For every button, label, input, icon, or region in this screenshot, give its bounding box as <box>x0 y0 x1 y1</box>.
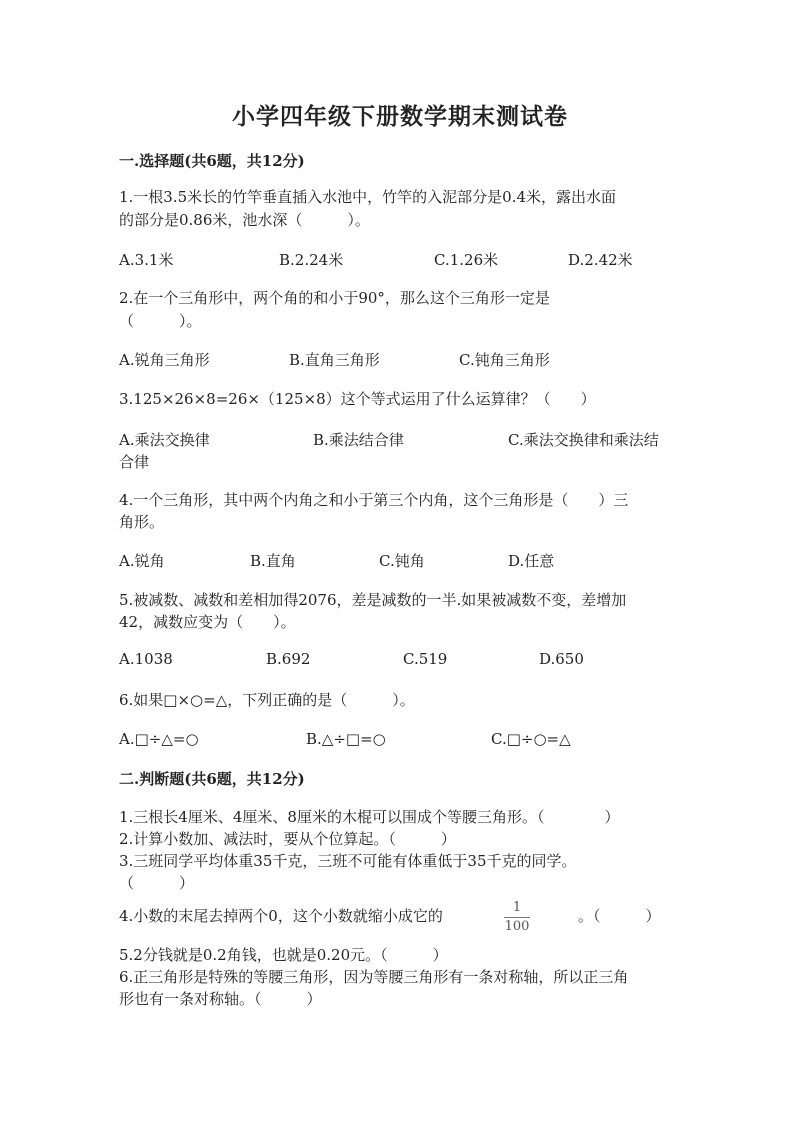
fraction-one-hundredth <box>500 900 534 935</box>
judgement-1: 1.三根长4厘米、4厘米、8厘米的木棍可以围成个等腰三角形。（ ） <box>119 808 620 826</box>
question-3-option-c-wrap: 合律 <box>119 453 150 471</box>
question-1-line-1: 1.一根3.5米长的竹竿垂直插入水池中，竹竿的入泥部分是0.4米，露出水面 <box>119 188 617 206</box>
question-1-option-b: B.2.24米 <box>279 251 344 269</box>
question-4-line-2: 角形。 <box>119 513 165 531</box>
question-4-option-c: C.钝角 <box>379 552 425 570</box>
question-3-line-1: 3.125×26×8=26×（125×8）这个等式运用了什么运算律？（ ） <box>119 390 596 408</box>
question-2-option-b: B.直角三角形 <box>289 351 380 369</box>
question-4-line-1: 4.一个三角形，其中两个内角之和小于第三个内角，这个三角形是（ ）三 <box>119 491 629 509</box>
fraction-numerator: 1 <box>512 900 522 915</box>
question-3-option-c: C.乘法交换律和乘法结 <box>508 431 659 449</box>
question-6-option-b: B.△÷□=○ <box>306 730 386 748</box>
judgement-3-line-2: （ ） <box>119 874 195 892</box>
judgement-4-blank: 。（ ） <box>578 907 661 925</box>
question-2-option-a: A.锐角三角形 <box>119 351 210 369</box>
question-4-option-a: A.锐角 <box>119 552 165 570</box>
section-heading-choice: 一.选择题(共6题，共12分) <box>119 152 305 170</box>
question-1-option-c: C.1.26米 <box>434 251 499 269</box>
judgement-4-text: 4.小数的末尾去掉两个0，这个小数就缩小成它的 <box>119 907 443 925</box>
question-2-line-1: 2.在一个三角形中，两个角的和小于90°，那么这个三角形一定是 <box>119 289 550 307</box>
question-4-option-d: D.任意 <box>508 552 555 570</box>
section-heading-judgement: 二.判断题(共6题，共12分) <box>119 770 305 788</box>
judgement-3-line-1: 3.三班同学平均体重35千克，三班不可能有体重低于35千克的同学。 <box>119 852 577 870</box>
question-6-option-a: A.□÷△=○ <box>119 730 199 748</box>
question-2-line-2: （ ）。 <box>119 312 202 330</box>
question-6-line-1: 6.如果□×○=△，下列正确的是（ ）。 <box>119 691 415 709</box>
question-4-option-b: B.直角 <box>250 552 296 570</box>
question-1-option-d: D.2.42米 <box>568 251 633 269</box>
question-1-line-2: 的部分是0.86米，池水深（ ）。 <box>119 211 370 229</box>
question-5-option-a: A.1038 <box>119 650 173 668</box>
question-1-option-a: A.3.1米 <box>119 251 174 269</box>
page-title: 小学四年级下册数学期末测试卷 <box>232 103 568 130</box>
judgement-5: 5.2分钱就是0.2角钱，也就是0.20元。（ ） <box>119 946 448 964</box>
question-5-line-2: 42，减数应变为（ ）。 <box>119 613 296 631</box>
fraction-denominator: 100 <box>504 919 530 934</box>
judgement-6-line-1: 6.正三角形是特殊的等腰三角形，因为等腰三角形有一条对称轴，所以正三角 <box>119 968 629 986</box>
fraction-bar <box>504 917 530 918</box>
question-3-option-b: B.乘法结合律 <box>313 431 404 449</box>
question-5-option-d: D.650 <box>539 650 584 668</box>
judgement-2: 2.计算小数加、减法时，要从个位算起。（ ） <box>119 830 456 848</box>
question-3-option-a: A.乘法交换律 <box>119 431 210 449</box>
judgement-6-line-2: 形也有一条对称轴。（ ） <box>119 990 322 1008</box>
question-5-line-1: 5.被减数、减数和差相加得2076，差是减数的一半.如果被减数不变，差增加 <box>119 591 627 609</box>
question-5-option-b: B.692 <box>266 650 311 668</box>
question-5-option-c: C.519 <box>403 650 448 668</box>
question-2-option-c: C.钝角三角形 <box>459 351 550 369</box>
question-6-option-c: C.□÷○=△ <box>491 730 571 748</box>
